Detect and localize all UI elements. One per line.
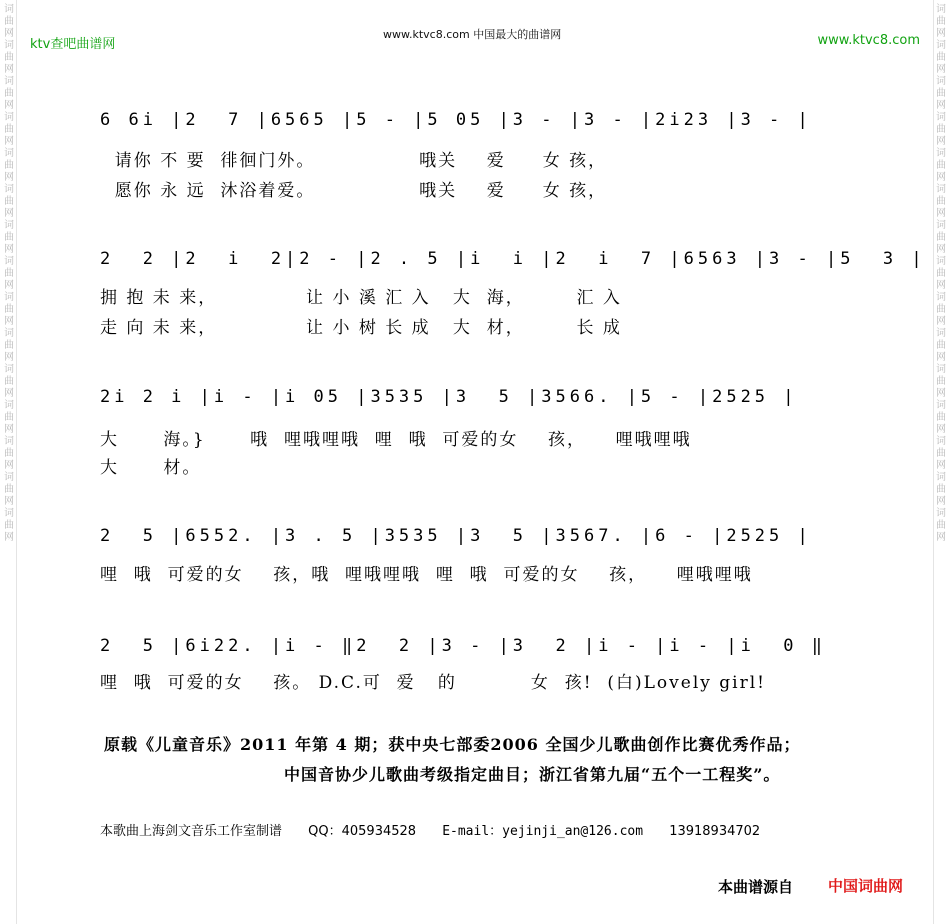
email-contact[interactable]: E-mail：yejinji_an@126.com xyxy=(442,824,644,839)
notes-line: 2 5 |6i22. |i - ‖2 2 |3 - |3 2 |i - |i - |i 0 ‖ xyxy=(100,636,826,656)
lyric-verse-1: 哩 哦 可爱的女 孩，哦 哩哦哩哦 哩 哦 可爱的女 孩， 哩哦哩哦 xyxy=(100,565,753,585)
qq-contact: QQ：405934528 xyxy=(308,824,417,839)
side-watermark-right: 词曲网词曲网词曲网词曲网词曲网词曲网词曲网词曲网词曲网词曲网词曲网词曲网词曲网词曲网词曲网 xyxy=(933,0,948,924)
side-watermark-left: 词曲网词曲网词曲网词曲网词曲网词曲网词曲网词曲网词曲网词曲网词曲网词曲网词曲网词曲网词曲网 xyxy=(2,0,17,924)
header-center-site[interactable]: www.ktvc8.com 中国最大的曲谱网 xyxy=(383,28,562,41)
publication-note-line-2: 中国音协少儿歌曲考级指定曲目；浙江省第九届“五个一工程奖”。 xyxy=(284,765,781,784)
credits-line xyxy=(100,820,782,839)
lyric-verse-2: 大 材。 xyxy=(100,458,202,478)
header-left-site[interactable]: ktv查吧曲谱网 xyxy=(30,37,116,52)
lyric-verse-1: 请你 不 要 徘徊门外。 哦关 爱 女 孩， xyxy=(100,151,608,171)
notes-line: 2 5 |6552. |3 . 5 |3535 |3 5 |3567. |6 - |2525 | xyxy=(100,526,812,546)
lyric-verse-1: 哩 哦 可爱的女 孩。 D.C.可 爱 的 女 孩! (白)Lovely girl! xyxy=(100,673,766,693)
notes-line: 2i 2 i |i - |i 05 |3535 |3 5 |3566. |5 - |2525 | xyxy=(100,387,798,407)
header-right-site[interactable]: www.ktvc8.com xyxy=(817,33,920,48)
source-site-link[interactable]: 中国词曲网 xyxy=(828,877,904,895)
notes-line: 6 6i |2 7 |6565 |5 - |5 05 |3 - |3 - |2i23 |3 - | xyxy=(100,110,812,130)
lyric-verse-1: 大 海。} 哦 哩哦哩哦 哩 哦 可爱的女 孩， 哩哦哩哦 xyxy=(100,430,692,450)
lyric-verse-2: 愿你 永 远 沐浴着爱。 哦关 爱 女 孩， xyxy=(100,181,608,201)
phone-contact: 13918934702 xyxy=(669,824,761,839)
publication-note-line-1: 原载《儿童音乐》2011 年第 4 期；获中央七部委2006 全国少儿歌曲创作比赛优秀作品； xyxy=(104,735,801,754)
notes-line: 2 2 |2 i 2|2 - |2 . 5 |i i |2 i 7 |6563 |3 - |5 3 | xyxy=(100,249,926,269)
studio-credit: 本歌曲上海剑文音乐工作室制谱 xyxy=(100,824,283,839)
source-label: 本曲谱源自 xyxy=(718,878,794,896)
lyric-verse-2: 走 向 未 来， 让 小 树 长 成 大 材， 长 成 xyxy=(100,318,622,338)
lyric-verse-1: 拥 抱 未 来， 让 小 溪 汇 入 大 海， 汇 入 xyxy=(100,288,622,308)
